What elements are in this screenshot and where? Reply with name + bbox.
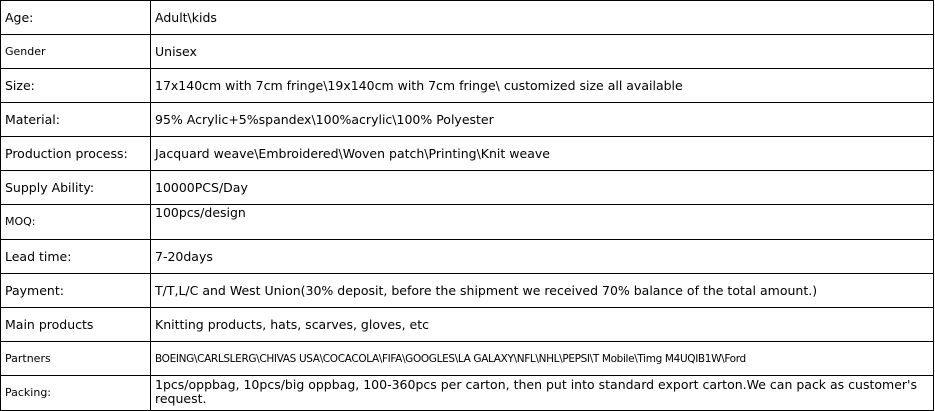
row-value-material: 95% Acrylic+5%spandex\100%acrylic\100% Polyester xyxy=(151,103,934,137)
row-value-packing: 1pcs/oppbag, 10pcs/big oppbag, 100-360pcs per carton, then put into standard export carton.We can pack as customer's request. xyxy=(151,376,934,411)
table-row xyxy=(1,35,934,69)
table-row xyxy=(1,103,934,137)
row-label-gender: Gender xyxy=(1,35,151,69)
row-value-age: Adult\kids xyxy=(151,1,934,35)
row-label-moq: MOQ: xyxy=(1,205,151,240)
table-row xyxy=(1,69,934,103)
table-row xyxy=(1,1,934,35)
table-row xyxy=(1,342,934,376)
row-value-size: 17x140cm with 7cm fringe\19x140cm with 7cm fringe\ customized size all available xyxy=(151,69,934,103)
table-row xyxy=(1,376,934,411)
row-label-size: Size: xyxy=(1,69,151,103)
row-value-lead-time: 7-20days xyxy=(151,240,934,274)
row-label-main-products: Main products xyxy=(1,308,151,342)
row-label-packing: Packing: xyxy=(1,376,151,411)
row-label-production-process: Production process: xyxy=(1,137,151,171)
row-label-age: Age: xyxy=(1,1,151,35)
row-label-supply-ability: Supply Ability: xyxy=(1,171,151,205)
table-row xyxy=(1,137,934,171)
row-value-gender: Unisex xyxy=(151,35,934,69)
row-value-production-process: Jacquard weave\Embroidered\Woven patch\Printing\Knit weave xyxy=(151,137,934,171)
row-label-payment: Payment: xyxy=(1,274,151,308)
table-row xyxy=(1,171,934,205)
table-row xyxy=(1,308,934,342)
row-value-payment: T/T,L/C and West Union(30% deposit, before the shipment we received 70% balance of the total amount.) xyxy=(151,274,934,308)
row-label-material: Material: xyxy=(1,103,151,137)
row-label-lead-time: Lead time: xyxy=(1,240,151,274)
row-value-supply-ability: 10000PCS/Day xyxy=(151,171,934,205)
table-row xyxy=(1,205,934,240)
row-label-partners: Partners xyxy=(1,342,151,376)
row-value-main-products: Knitting products, hats, scarves, gloves, etc xyxy=(151,308,934,342)
row-value-partners: BOEING\CARLSLERG\CHIVAS USA\COCACOLA\FIFA\GOOGLES\LA GALAXY\NFL\NHL\PEPSI\T Mobile\Timg M4UQIB1W\Ford xyxy=(151,342,934,376)
table-row xyxy=(1,274,934,308)
row-value-moq: 100pcs/design xyxy=(151,205,934,240)
table-row xyxy=(1,240,934,274)
